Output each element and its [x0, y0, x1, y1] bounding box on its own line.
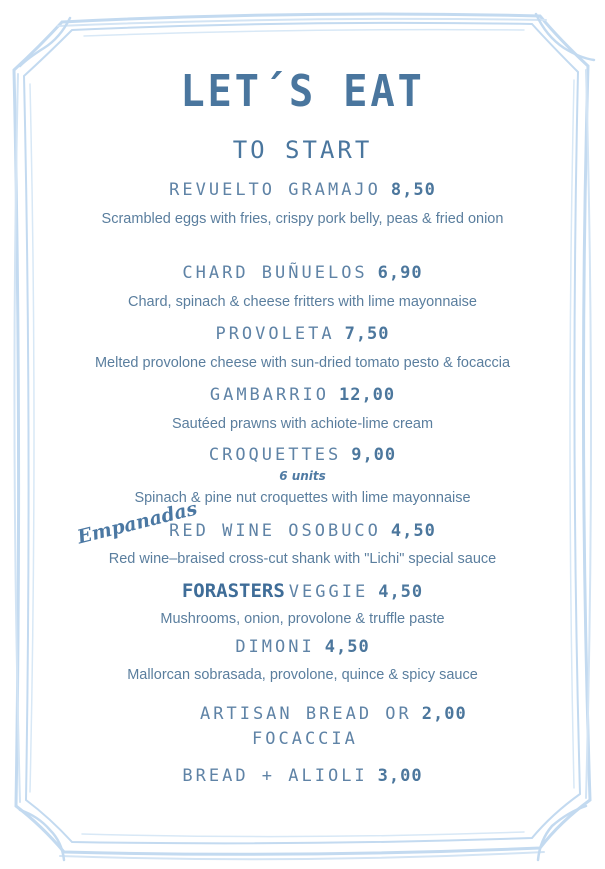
dish-name-veggie: FORASTERS VEGGIE 4,50: [181, 580, 424, 602]
dish-name-croquettes: CROQUETTES 9,00: [208, 445, 397, 465]
units-note: 6 units: [279, 469, 326, 483]
dish-name-gambarrio: GAMBARRIO 12,00: [209, 385, 396, 405]
section-subtitle: TO START: [232, 136, 373, 164]
bread-item: ARTISAN BREAD OR 2,00: [200, 704, 467, 724]
bread-price: 2,00: [421, 704, 467, 724]
empanadas-label: Empanadas: [75, 497, 200, 549]
dish-name-osobuco: RED WINE OSOBUCO 4,50: [169, 521, 436, 541]
dish-price: 7,50: [344, 324, 390, 344]
menu-title: LET´S EAT: [180, 66, 425, 117]
dish-price: 4,50: [324, 637, 370, 657]
dish-name-dimoni: DIMONI 4,50: [235, 637, 370, 657]
dish-price: 12,00: [338, 385, 396, 405]
dish-price: 6,90: [377, 263, 423, 283]
dish-description: Chard, spinach & cheese fritters with lime mayonnaise: [128, 294, 477, 310]
bread-item-second-line: FOCACCIA: [252, 729, 358, 749]
dish-name-provoleta: PROVOLETA 7,50: [215, 324, 390, 344]
dish-name-chard: CHARD BUÑUELOS 6,90: [182, 263, 423, 283]
brand-name: FORASTERS: [181, 580, 285, 602]
dish-price: 8,50: [390, 180, 436, 200]
dish-description: Mallorcan sobrasada, provolone, quince & spicy sauce: [127, 667, 478, 683]
dish-description: Red wine–braised cross-cut shank with "Lichi" special sauce: [108, 551, 497, 567]
alioli-item: BREAD + ALIOLI 3,00: [182, 766, 423, 786]
dish-description: Scrambled eggs with fries, crispy pork belly, peas & fried onion: [101, 211, 504, 227]
dish-price: 4,50: [378, 582, 424, 602]
dish-description: Sautéed prawns with achiote-lime cream: [171, 416, 434, 432]
dish-description: Melted provolone cheese with sun-dried tomato pesto & focaccia: [94, 355, 511, 371]
dish-description: Spinach & pine nut croquettes with lime mayonnaise: [134, 490, 471, 506]
dish-name-revuelto: REVUELTO GRAMAJO 8,50: [169, 180, 436, 200]
dish-price: 4,50: [390, 521, 436, 541]
dish-description: Mushrooms, onion, provolone & truffle paste: [160, 611, 445, 627]
dish-price: 9,00: [351, 445, 397, 465]
alioli-price: 3,00: [377, 766, 423, 786]
